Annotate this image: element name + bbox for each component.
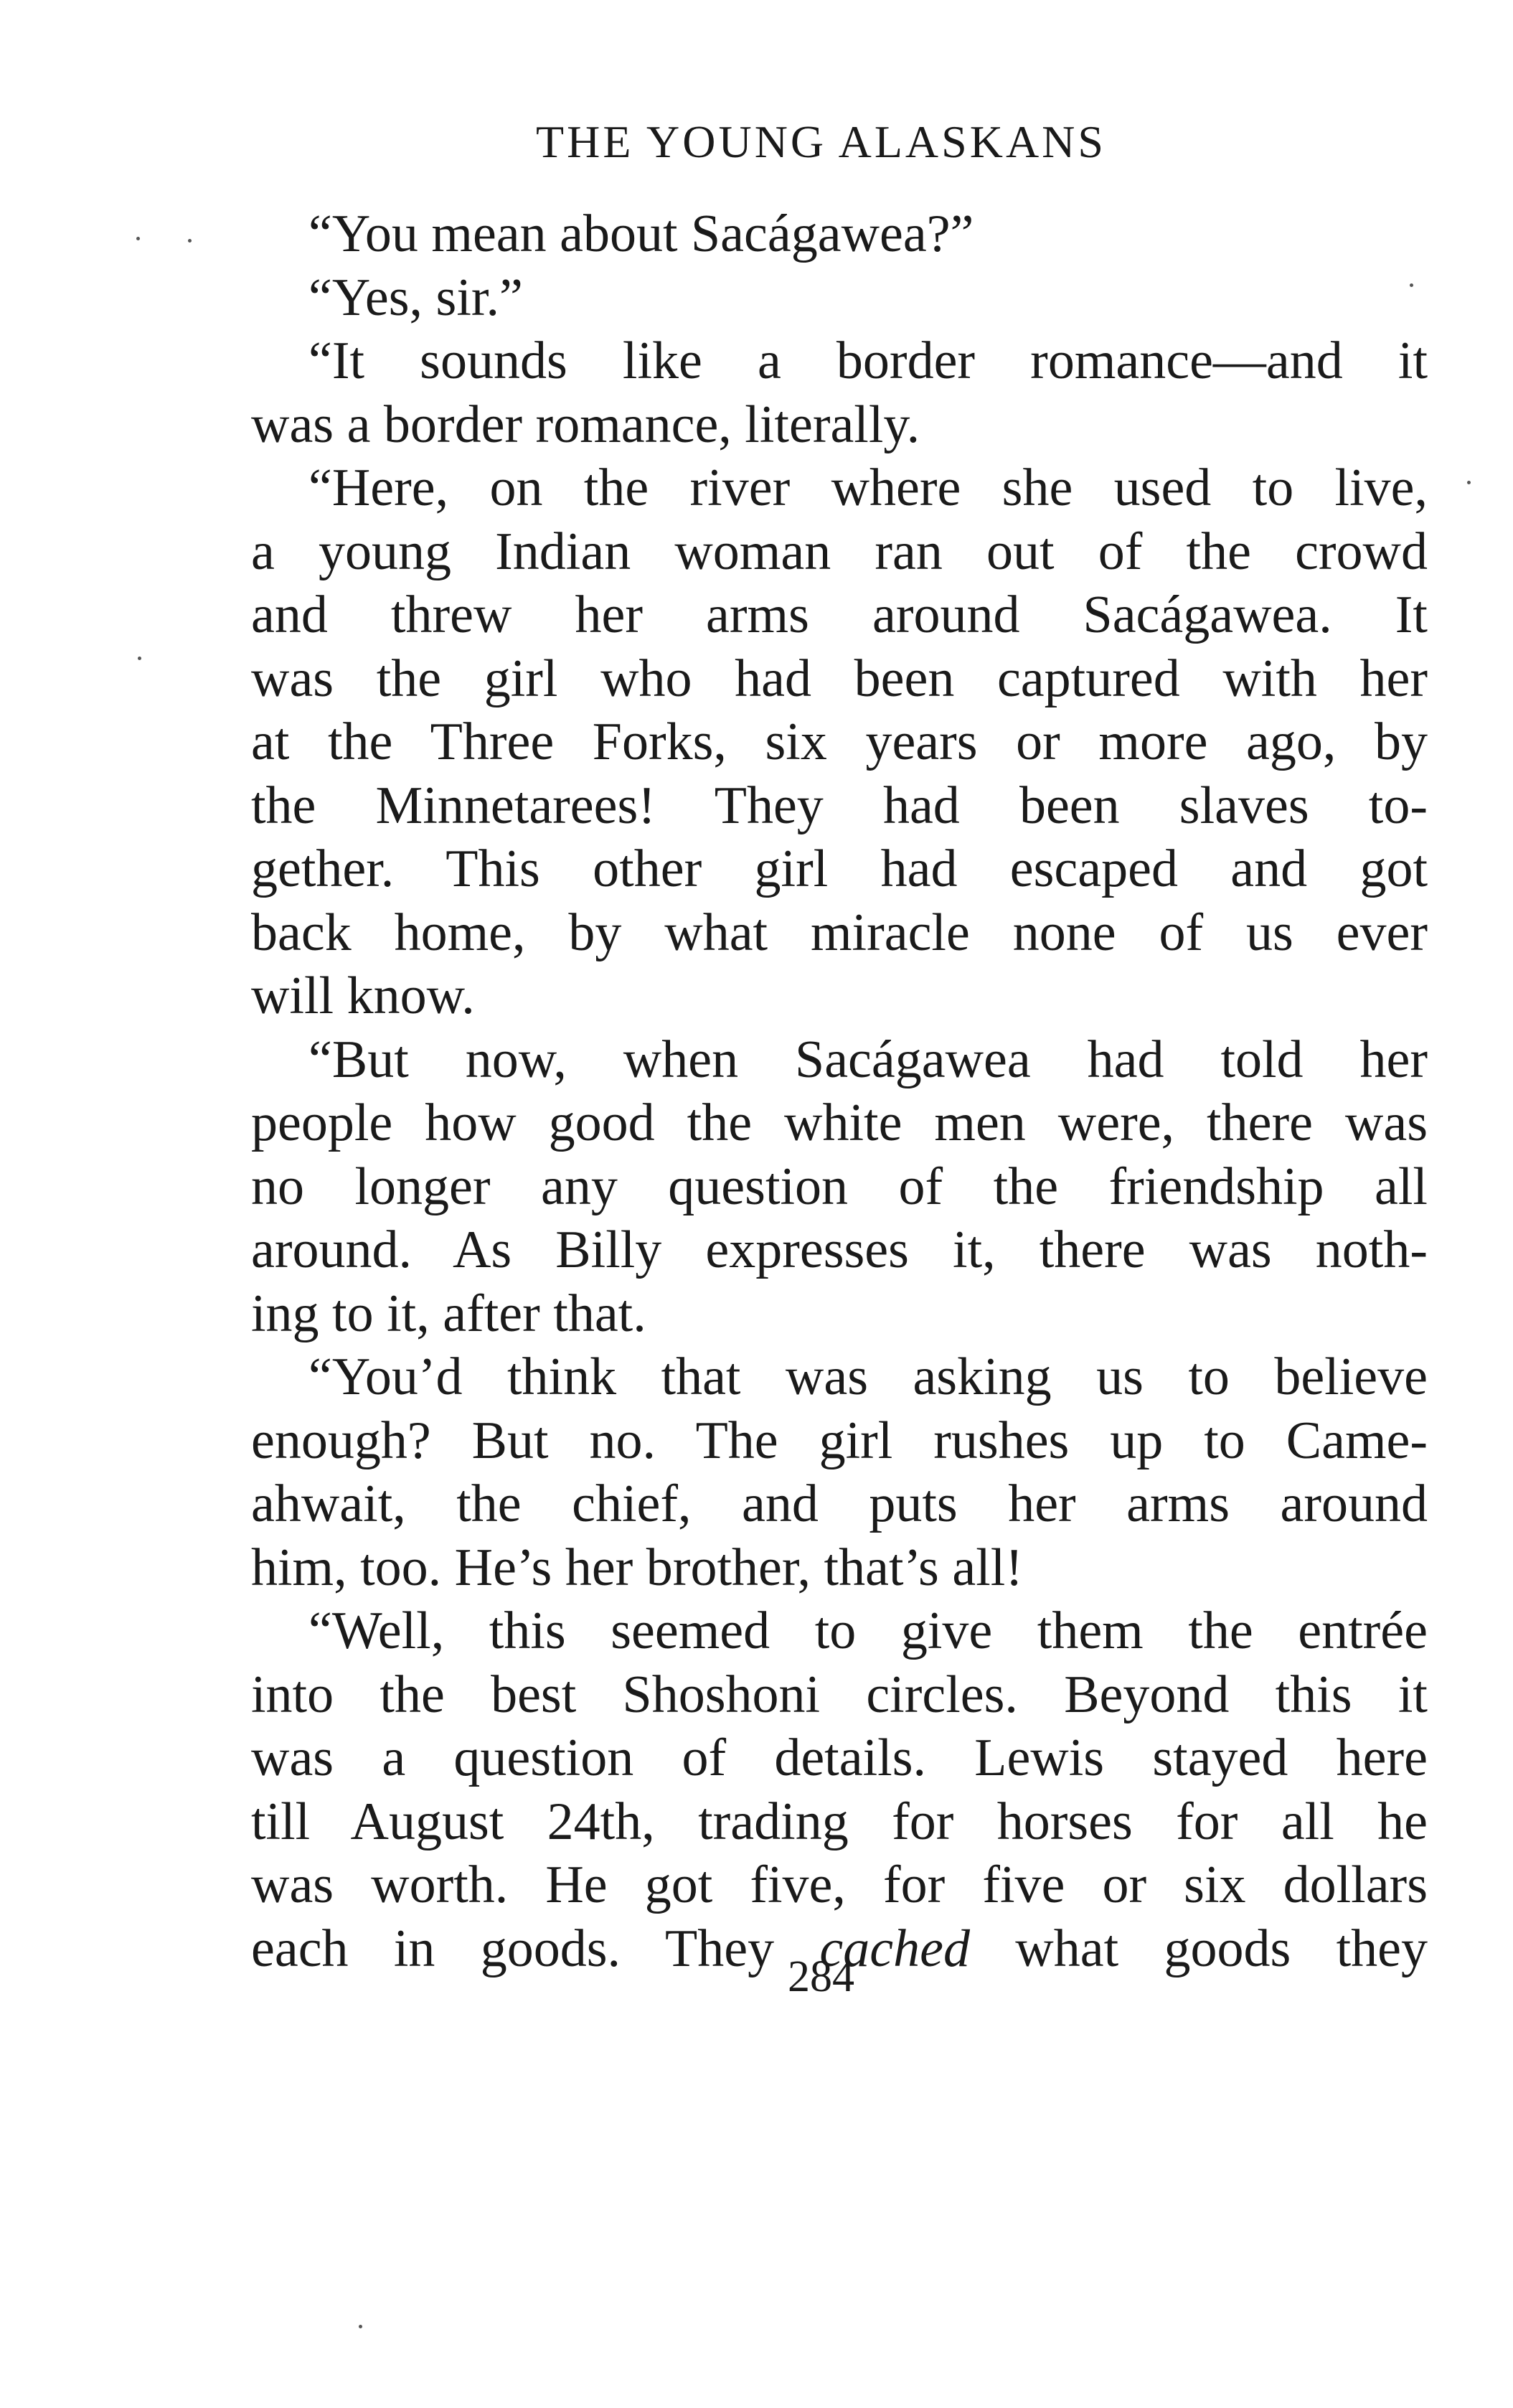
text-line: him, too. He’s her brother, that’s all!: [251, 1538, 1023, 1597]
text-line: “You mean about Sacágawea?”: [308, 204, 974, 263]
text-line: “Well, this seemed to give them the entrée: [308, 1602, 1428, 1660]
text-line: enough? But no. The girl rushes up to Came-: [251, 1411, 1428, 1470]
text-line: was the girl who had been captured with her: [251, 649, 1428, 708]
speck-mark: [1467, 481, 1471, 484]
text-line: back home, by what miracle none of us ever: [251, 903, 1428, 962]
text-line: “It sounds like a border romance—and it: [308, 331, 1428, 390]
text-line: gether. This other girl had escaped and got: [251, 839, 1428, 898]
text-line: into the best Shoshoni circles. Beyond this it: [251, 1665, 1428, 1724]
text-line: “You’d think that was asking us to believe: [308, 1348, 1428, 1406]
text-line: at the Three Forks, six years or more ago, by: [251, 712, 1428, 771]
text-line: a young Indian woman ran out of the crowd: [251, 522, 1428, 581]
text-line: no longer any question of the friendship all: [251, 1157, 1428, 1216]
text-line: the Minnetarees! They had been slaves to-: [251, 776, 1428, 835]
running-head: THE YOUNG ALASKANS: [536, 116, 1106, 167]
text-run: each in goods. They: [251, 1919, 820, 1978]
text-line: will know.: [251, 967, 475, 1025]
text-line: ing to it, after that.: [251, 1284, 646, 1343]
text-line: was a border romance, literally.: [251, 395, 920, 454]
text-line: and threw her arms around Sacágawea. It: [251, 585, 1428, 644]
text-line: “Yes, sir.”: [308, 268, 523, 327]
italic-word: cached: [819, 1919, 970, 1978]
speck-mark: [359, 2325, 362, 2328]
text-line: till August 24th, trading for horses for all he: [251, 1792, 1428, 1851]
text-line: “Here, on the river where she used to live,: [308, 458, 1428, 517]
text-line: was a question of details. Lewis stayed here: [251, 1729, 1428, 1787]
page-number: 284: [788, 1952, 854, 2001]
text-line: people how good the white men were, there was: [251, 1094, 1428, 1152]
speck-mark: [1410, 283, 1413, 287]
text-run: what goods they: [969, 1919, 1428, 1978]
speck-mark: [136, 237, 140, 240]
text-line: ahwait, the chief, and puts her arms around: [251, 1475, 1428, 1533]
text-line: “But now, when Sacágawea had told her: [308, 1030, 1428, 1089]
speck-mark: [188, 239, 192, 243]
text-line: around. As Billy expresses it, there was noth-: [251, 1221, 1428, 1279]
speck-mark: [138, 657, 141, 660]
body-text: [251, 202, 1428, 1980]
text-line: was worth. He got five, for five or six dollars: [251, 1856, 1428, 1914]
